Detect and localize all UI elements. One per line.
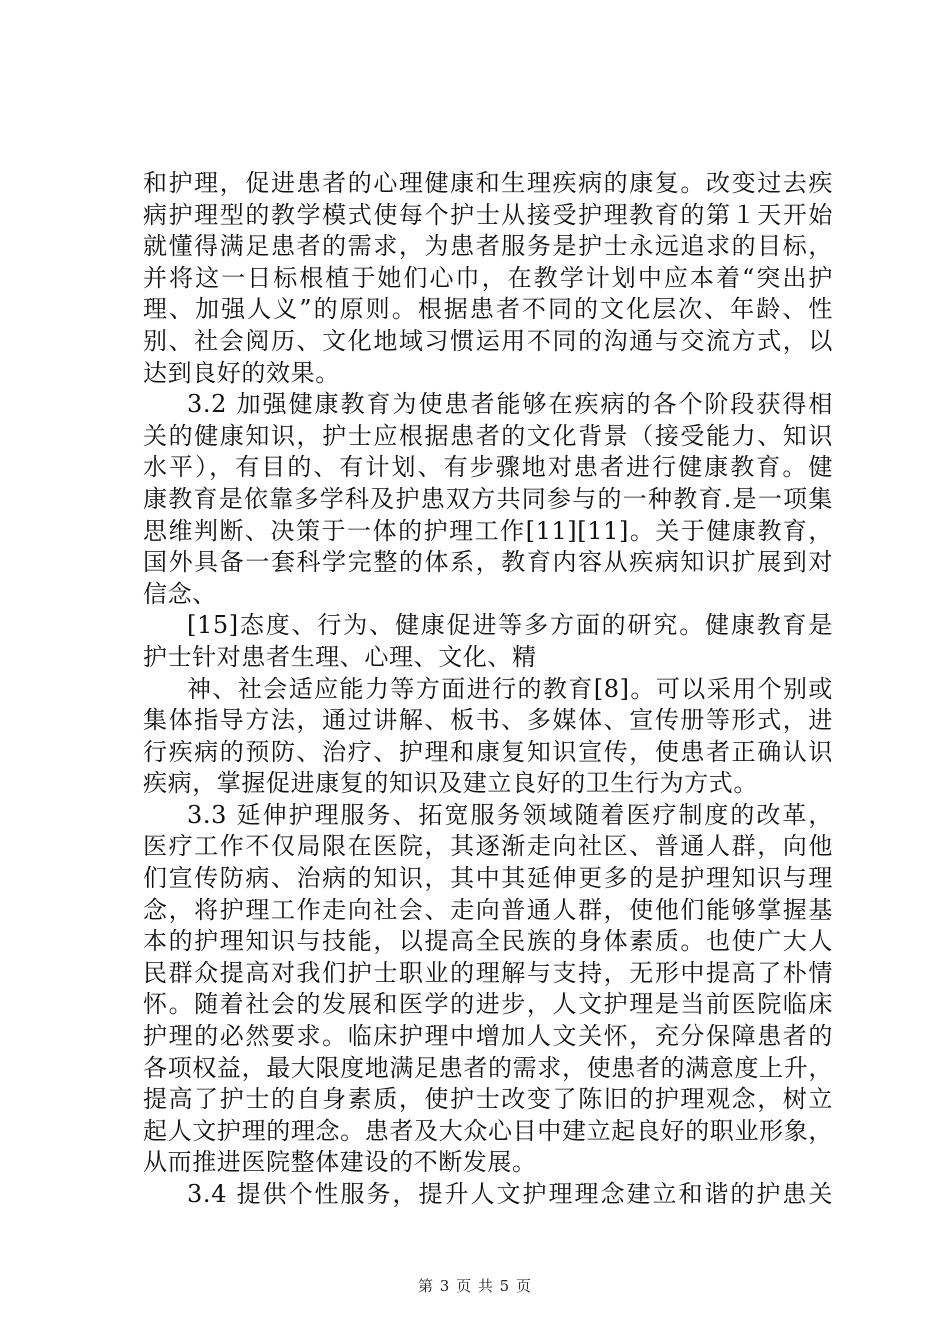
- text-line: [15]态度、行为、健康促进等多方面的研究。健康教育是: [187, 611, 833, 640]
- text-line: 怀。随着社会的发展和医学的进步，人文护理是当前医院临床: [143, 990, 833, 1019]
- text-line: 就懂得满足患者的需求，为患者服务是护士永远追求的目标，: [143, 232, 833, 261]
- text-line: 国外具备一套科学完整的体系，教育内容从疾病知识扩展到对: [143, 548, 833, 577]
- text-line: 本的护理知识与技能，以提高全民族的身体素质。也使广大人: [143, 927, 833, 956]
- text-line: 信念、: [143, 579, 217, 608]
- text-line: 康教育是依靠多学科及护患双方共同参与的一种教育.是一项集: [143, 484, 833, 513]
- text-line: 民群众提高对我们护士职业的理解与支持，无形中提高了朴情: [143, 958, 833, 987]
- text-line: 3.2 加强健康教育为使患者能够在疾病的各个阶段获得相: [187, 390, 833, 419]
- text-line: 病护理型的教学模式使每个护士从接受护理教育的第１天开始: [143, 200, 833, 229]
- text-line: 起人文护理的理念。患者及大众心目中建立起良好的职业形象，: [143, 1116, 833, 1145]
- text-line: 护士针对患者生理、心理、文化、精: [143, 642, 537, 671]
- text-line: 3.3 延伸护理服务、拓宽服务领域随着医疗制度的改革，: [187, 800, 833, 829]
- text-line: 3.4 提供个性服务，提升人文护理理念建立和谐的护患关: [187, 1180, 833, 1208]
- body-text: [143, 168, 833, 1211]
- text-line: 神、社会适应能力等方面进行的教育[8]。可以采用个别或: [187, 674, 833, 703]
- text-line: 行疾病的预防、治疗、护理和康复知识宣传，使患者正确认识: [143, 737, 833, 766]
- text-line: 达到良好的效果。: [143, 358, 340, 387]
- text-line: 提高了护士的自身素质，使护士改变了陈旧的护理观念，树立: [143, 1085, 833, 1114]
- text-line: 从而推进医院整体建设的不断发展。: [143, 1148, 537, 1177]
- text-line: 理、加强人义”的原则。根据患者不同的文化层次、年龄、性: [143, 295, 833, 324]
- text-line: 们宣传防病、治病的知识，其中其延伸更多的是护理知识与理: [143, 864, 833, 893]
- text-line: 水平），有目的、有计划、有步骤地对患者进行健康教育。健: [143, 453, 833, 482]
- text-line: 医疗工作不仅局限在医院，其逐渐走向社区、普通人群，向他: [143, 832, 833, 861]
- text-line: 护理的必然要求。临床护理中增加人文关怀，充分保障患者的: [143, 1022, 833, 1051]
- text-line: 和护理，促进患者的心理健康和生理疾病的康复。改变过去疾: [143, 169, 833, 197]
- text-line: 别、社会阅历、文化地域习惯运用不同的沟通与交流方式，以: [143, 326, 833, 355]
- text-line: 思维判断、决策于一体的护理工作[11][11]。关于健康教育，: [143, 516, 833, 545]
- text-line: 关的健康知识，护士应根据患者的文化背景（接受能力、知识: [143, 421, 833, 450]
- page-footer: 第 3 页 共 5 页: [418, 1277, 532, 1295]
- text-line: 各项权益，最大限度地满足患者的需求，使患者的满意度上升，: [143, 1053, 833, 1082]
- text-line: 并将这一日标根植于她们心巾，在教学计划中应本着“突出护: [143, 263, 833, 292]
- text-line: 疾病，掌握促进康复的知识及建立良好的卫生行为方式。: [143, 769, 758, 798]
- text-line: 集体指导方法，通过讲解、板书、多媒体、宣传册等形式，进: [143, 706, 833, 735]
- text-line: 念，将护理工作走向社会、走向普通人群，使他们能够掌握基: [143, 895, 833, 924]
